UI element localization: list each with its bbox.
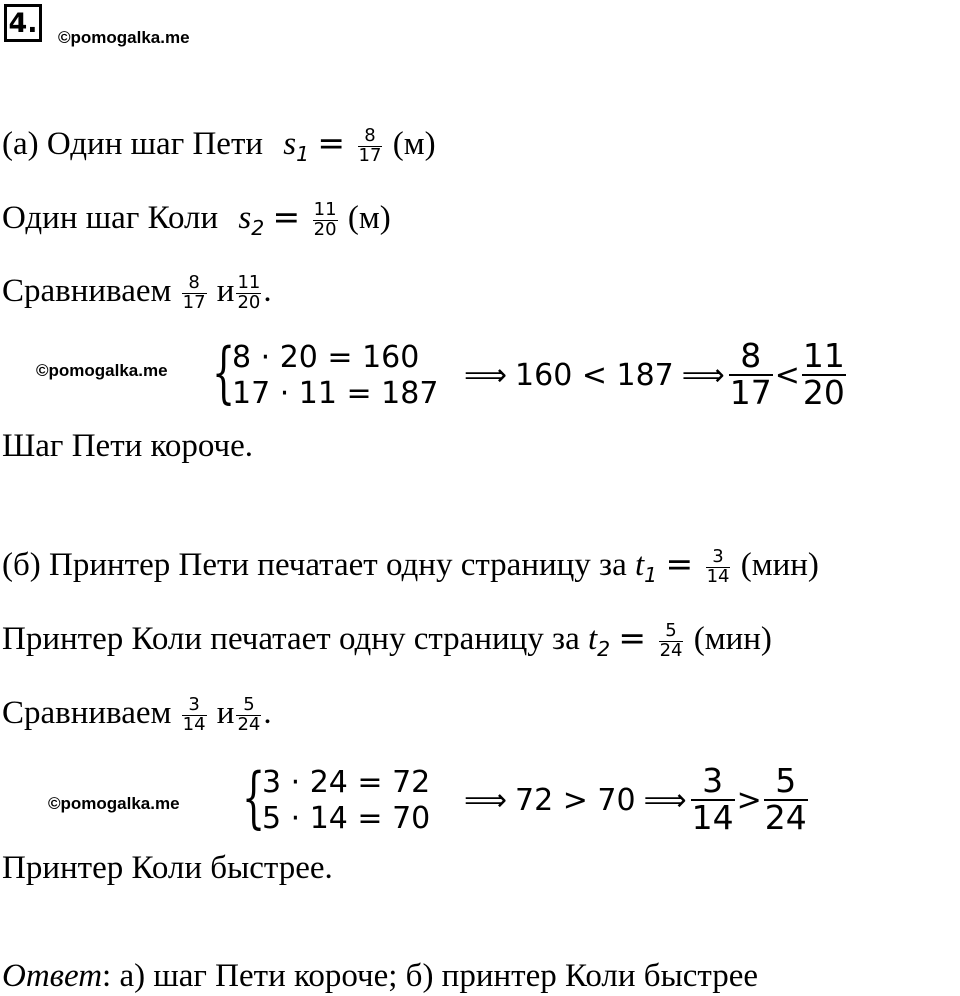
implication-chain-b	[460, 757, 808, 843]
watermark: ©pomogalka.me	[58, 28, 190, 47]
watermark: ©pomogalka.me	[48, 794, 180, 813]
equation-line: 3 · 24 = 72	[262, 765, 431, 800]
compare-fraction-1: $\frac{8}{17}$	[182, 272, 206, 313]
part-b-line2-text: Принтер Коли печатает одну страницу за	[2, 621, 580, 657]
result-fraction-2: $\frac{5}{24}$	[764, 761, 807, 837]
compare-fraction-2: $\frac{5}{24}$	[237, 694, 261, 735]
fraction-s2: $\frac{11}{20}$	[313, 199, 337, 240]
variable-s2: $s_2$	[238, 200, 265, 241]
part-a-compare: Сравниваем $\frac{8}{17}$ и $\frac{11}{20}$ .	[2, 272, 272, 313]
part-b-line1: (б) Принтер Пети печатает одну страницу за $t_1$ = $\frac{3}{14}$ (мин)	[2, 544, 819, 588]
compare-label: Сравниваем	[2, 272, 172, 309]
fraction-t2: $\frac{5}{24}$	[659, 620, 683, 661]
result-fraction-1: $\frac{3}{14}$	[691, 761, 734, 837]
compare-fraction-2: $\frac{11}{20}$	[237, 272, 261, 313]
part-a-line1: (а) Один шаг Пети $s_1$ = $\frac{8}{17}$ (м)	[2, 123, 436, 167]
implies-arrow: ⟹	[464, 782, 508, 818]
part-a-line1-text: (а) Один шаг Пети	[2, 126, 264, 162]
compare-and: и	[216, 272, 235, 309]
equation-system-b	[262, 765, 430, 837]
unit-m: (м)	[392, 126, 436, 162]
implies-arrow: ⟹	[643, 782, 687, 818]
result-fraction-2: $\frac{11}{20}$	[802, 336, 845, 412]
fraction-t1: $\frac{3}{14}$	[706, 546, 730, 587]
system-brace: {	[242, 759, 266, 836]
result-sign: >	[736, 782, 762, 818]
implies-arrow: ⟹	[681, 357, 725, 393]
unit-min: (мин)	[740, 547, 819, 583]
variable-t1: $t_1$	[635, 547, 658, 588]
task-number: 4.	[4, 4, 42, 42]
variable-t2: $t_2$	[587, 621, 611, 662]
fraction-s1: $\frac{8}{17}$	[358, 125, 382, 166]
unit-min: (мин)	[693, 621, 772, 657]
part-b-line1-text: (б) Принтер Пети печатает одну страницу за	[2, 547, 627, 583]
chain-inequality: 72 > 70	[515, 782, 636, 818]
implies-arrow: ⟹	[464, 357, 508, 393]
part-a-line2: Один шаг Коли $s_2$ = $\frac{11}{20}$ (м)	[2, 197, 391, 241]
answer-line	[2, 960, 758, 993]
compare-and: и	[216, 694, 235, 731]
unit-m: (м)	[347, 200, 391, 236]
part-a-conclusion: Шаг Пети короче.	[2, 428, 254, 464]
result-fraction-1: $\frac{8}{17}$	[729, 336, 772, 412]
part-a-line2-text: Один шаг Коли	[2, 200, 219, 236]
chain-inequality: 160 < 187	[515, 357, 674, 393]
compare-fraction-1: $\frac{3}{14}$	[182, 694, 206, 735]
result-sign: <	[774, 357, 800, 393]
answer-label: Ответ	[2, 958, 103, 994]
system-brace: {	[212, 334, 236, 411]
equation-line: 17 · 11 = 187	[232, 376, 439, 411]
equation-line: 8 · 20 = 160	[232, 340, 420, 375]
implication-chain-a	[460, 332, 846, 418]
watermark: ©pomogalka.me	[36, 361, 168, 380]
part-b-compare: Сравниваем $\frac{3}{14}$ и $\frac{5}{24}$ .	[2, 694, 272, 735]
answer-text: : а) шаг Пети короче; б) принтер Коли быстрее	[102, 958, 759, 994]
equation-line: 5 · 14 = 70	[262, 801, 431, 836]
part-b-line2: Принтер Коли печатает одну страницу за $t_2$ = $\frac{5}{24}$ (мин)	[2, 618, 772, 662]
equation-system-a	[232, 340, 438, 412]
compare-label: Сравниваем	[2, 694, 172, 731]
part-b-conclusion: Принтер Коли быстрее.	[2, 850, 333, 886]
variable-s1: $s_1$	[283, 126, 310, 167]
